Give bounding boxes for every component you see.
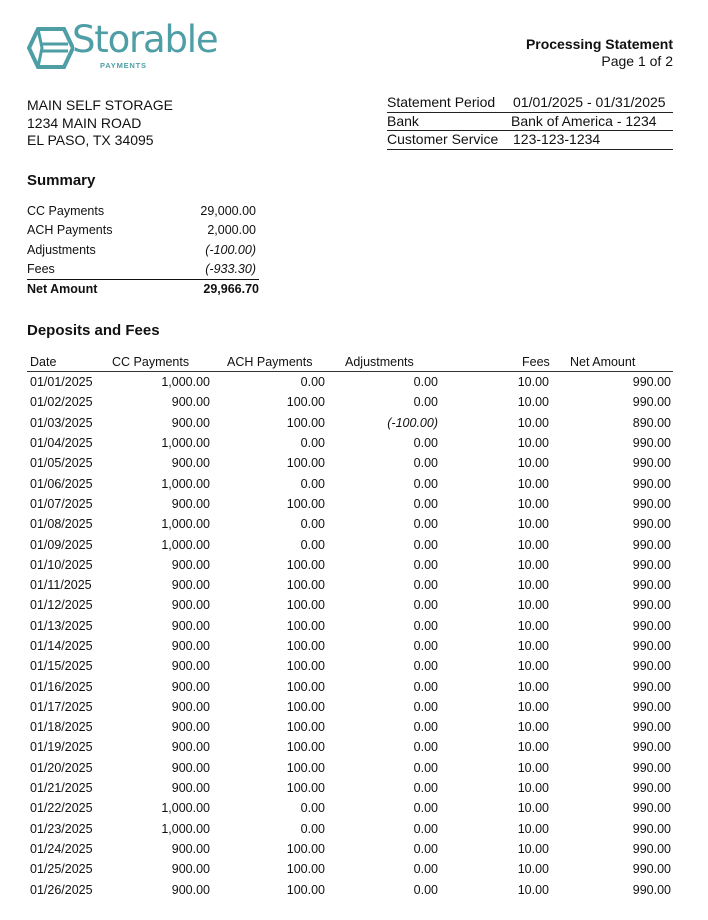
- ach-payments-cell: 100.00: [286, 882, 325, 897]
- deposits-table: [27, 352, 673, 900]
- ach-payments-cell: 0.00: [300, 517, 325, 532]
- table-row: [27, 859, 673, 879]
- net-amount-cell: 990.00: [632, 740, 671, 755]
- ach-payments-cell: 100.00: [286, 496, 325, 511]
- col-ach-payments: ACH Payments: [210, 352, 325, 372]
- fees-cell: 10.00: [517, 578, 549, 593]
- net-amount-cell: 990.00: [632, 456, 671, 471]
- summary-value: (-100.00): [205, 242, 256, 257]
- summary-label: Fees: [27, 261, 55, 276]
- adjustments-cell: 0.00: [413, 476, 438, 491]
- date-cell: 01/19/2025: [30, 740, 93, 755]
- net-amount-cell: 990.00: [632, 781, 671, 796]
- cc-payments-cell: 1,000.00: [161, 476, 210, 491]
- net-amount-cell: 990.00: [632, 578, 671, 593]
- table-row: [27, 473, 673, 493]
- date-cell: 01/01/2025: [30, 375, 93, 390]
- date-cell: 01/22/2025: [30, 801, 93, 816]
- cc-payments-cell: 900.00: [171, 841, 210, 856]
- customer-address: [27, 97, 173, 150]
- net-amount-cell: 990.00: [632, 517, 671, 532]
- cc-payments-cell: 1,000.00: [161, 821, 210, 836]
- adjustments-cell: 0.00: [413, 801, 438, 816]
- date-cell: 01/14/2025: [30, 639, 93, 653]
- fees-cell: 10.00: [517, 436, 549, 451]
- col-adjustments: Adjustments: [325, 352, 440, 372]
- fees-cell: 10.00: [517, 801, 549, 816]
- storable-logo: [26, 18, 218, 74]
- adjustments-cell: 0.00: [413, 436, 438, 451]
- col-fees: Fees: [440, 352, 555, 372]
- net-amount-cell: 990.00: [632, 537, 671, 552]
- summary-row: [27, 202, 259, 221]
- cc-payments-cell: 900.00: [171, 395, 210, 410]
- fees-cell: 10.00: [517, 659, 549, 674]
- table-row: [27, 413, 673, 433]
- adjustments-cell: 0.00: [413, 882, 438, 897]
- cc-payments-cell: 900.00: [171, 496, 210, 511]
- ach-payments-cell: 100.00: [286, 862, 325, 877]
- adjustments-cell: 0.00: [413, 720, 438, 735]
- date-cell: 01/10/2025: [30, 557, 93, 572]
- adjustments-cell: 0.00: [413, 639, 438, 653]
- net-amount-label: Net Amount: [27, 282, 98, 297]
- fees-cell: 10.00: [517, 679, 549, 694]
- net-amount-cell: 990.00: [632, 679, 671, 694]
- date-cell: 01/17/2025: [30, 699, 93, 714]
- fees-cell: 10.00: [517, 598, 549, 613]
- adjustments-cell: 0.00: [413, 679, 438, 694]
- table-row: [27, 717, 673, 737]
- adjustments-cell: 0.00: [413, 699, 438, 714]
- cc-payments-cell: 1,000.00: [161, 375, 210, 390]
- adjustments-cell: 0.00: [413, 618, 438, 633]
- net-amount-cell: 990.00: [632, 882, 671, 897]
- net-amount-cell: 990.00: [632, 760, 671, 775]
- table-row: [27, 676, 673, 696]
- service-label: Customer Service: [387, 131, 499, 147]
- info-row-period: [387, 94, 673, 113]
- net-amount-cell: 990.00: [632, 720, 671, 735]
- deposits-heading: Deposits and Fees: [27, 322, 160, 339]
- table-row: [27, 636, 673, 656]
- adjustments-cell: 0.00: [413, 517, 438, 532]
- summary-value: 2,000.00: [207, 223, 256, 238]
- ach-payments-cell: 0.00: [300, 821, 325, 836]
- net-amount-cell: 890.00: [632, 415, 671, 430]
- ach-payments-cell: 0.00: [300, 375, 325, 390]
- date-cell: 01/20/2025: [30, 760, 93, 775]
- adjustments-cell: 0.00: [413, 841, 438, 856]
- ach-payments-cell: 100.00: [286, 557, 325, 572]
- ach-payments-cell: 100.00: [286, 456, 325, 471]
- adjustments-cell: 0.00: [413, 760, 438, 775]
- date-cell: 01/02/2025: [30, 395, 93, 410]
- period-label: Statement Period: [387, 94, 496, 110]
- date-cell: 01/11/2025: [30, 578, 92, 593]
- table-row: [27, 697, 673, 717]
- date-cell: 01/08/2025: [30, 517, 93, 532]
- table-row: [27, 758, 673, 778]
- ach-payments-cell: 0.00: [300, 436, 325, 451]
- ach-payments-cell: 100.00: [286, 598, 325, 613]
- cc-payments-cell: 900.00: [171, 598, 210, 613]
- cc-payments-cell: 900.00: [171, 781, 210, 796]
- col-net-amount: Net Amount: [555, 352, 673, 372]
- adjustments-cell: 0.00: [413, 557, 438, 572]
- summary-value: (-933.30): [205, 261, 256, 276]
- logo-wordmark: Storable: [72, 18, 218, 61]
- date-cell: 01/16/2025: [30, 679, 93, 694]
- cc-payments-cell: 900.00: [171, 699, 210, 714]
- bank-value: Bank of America - 1234: [511, 112, 657, 129]
- statement-info: [387, 94, 673, 150]
- table-row: [27, 392, 673, 412]
- fees-cell: 10.00: [517, 740, 549, 755]
- adjustments-cell: 0.00: [413, 862, 438, 877]
- net-amount-cell: 990.00: [632, 598, 671, 613]
- cc-payments-cell: 900.00: [171, 557, 210, 572]
- cc-payments-cell: 900.00: [171, 882, 210, 897]
- table-row: [27, 372, 673, 393]
- adjustments-cell: 0.00: [413, 659, 438, 674]
- period-value: 01/01/2025 - 01/31/2025: [513, 94, 666, 110]
- table-row: [27, 433, 673, 453]
- ach-payments-cell: 0.00: [300, 476, 325, 491]
- ach-payments-cell: 0.00: [300, 801, 325, 816]
- fees-cell: 10.00: [517, 720, 549, 735]
- date-cell: 01/04/2025: [30, 436, 93, 451]
- adjustments-cell: 0.00: [413, 740, 438, 755]
- table-row: [27, 819, 673, 839]
- net-amount-cell: 990.00: [632, 801, 671, 816]
- fees-cell: 10.00: [517, 639, 549, 653]
- summary-label: Adjustments: [27, 242, 96, 257]
- table-row: [27, 778, 673, 798]
- storage-box-icon: [26, 26, 74, 70]
- summary-label: CC Payments: [27, 204, 105, 218]
- adjustments-cell: (-100.00): [387, 415, 438, 430]
- cc-payments-cell: 1,000.00: [161, 436, 210, 451]
- cc-payments-cell: 900.00: [171, 679, 210, 694]
- summary-total-row: [27, 279, 259, 299]
- ach-payments-cell: 100.00: [286, 781, 325, 796]
- adjustments-cell: 0.00: [413, 537, 438, 552]
- ach-payments-cell: 100.00: [286, 679, 325, 694]
- cc-payments-cell: 900.00: [171, 760, 210, 775]
- summary-row: [27, 260, 259, 279]
- table-row: [27, 575, 673, 595]
- ach-payments-cell: 100.00: [286, 659, 325, 674]
- net-amount-cell: 990.00: [632, 821, 671, 836]
- fees-cell: 10.00: [517, 882, 549, 897]
- net-amount-cell: 990.00: [632, 841, 671, 856]
- date-cell: 01/05/2025: [30, 456, 93, 471]
- cc-payments-cell: 1,000.00: [161, 801, 210, 816]
- fees-cell: 10.00: [517, 476, 549, 491]
- adjustments-cell: 0.00: [413, 821, 438, 836]
- date-cell: 01/25/2025: [30, 862, 93, 877]
- net-amount-cell: 990.00: [632, 639, 671, 653]
- summary-label: ACH Payments: [27, 223, 113, 238]
- date-cell: 01/21/2025: [30, 781, 93, 796]
- fees-cell: 10.00: [517, 760, 549, 775]
- adjustments-cell: 0.00: [413, 781, 438, 796]
- service-value: 123-123-1234: [513, 131, 601, 147]
- adjustments-cell: 0.00: [413, 496, 438, 511]
- cc-payments-cell: 900.00: [171, 639, 210, 653]
- page-indicator: Page 1 of 2: [601, 53, 673, 69]
- table-row: [27, 656, 673, 676]
- adjustments-cell: 0.00: [413, 375, 438, 390]
- net-amount-cell: 990.00: [632, 436, 671, 451]
- fees-cell: 10.00: [517, 395, 549, 410]
- net-amount-cell: 990.00: [632, 618, 671, 633]
- summary-value: 29,000.00: [200, 204, 256, 218]
- net-amount-cell: 990.00: [632, 395, 671, 410]
- address-line-1: MAIN SELF STORAGE: [27, 97, 173, 113]
- net-amount-value: 29,966.70: [203, 282, 259, 297]
- cc-payments-cell: 900.00: [171, 659, 210, 674]
- ach-payments-cell: 100.00: [286, 841, 325, 856]
- table-row: [27, 555, 673, 575]
- ach-payments-cell: 100.00: [286, 415, 325, 430]
- adjustments-cell: 0.00: [413, 578, 438, 593]
- ach-payments-cell: 100.00: [286, 639, 325, 653]
- adjustments-cell: 0.00: [413, 456, 438, 471]
- date-cell: 01/03/2025: [30, 415, 93, 430]
- cc-payments-cell: 900.00: [171, 618, 210, 633]
- date-cell: 01/06/2025: [30, 476, 93, 491]
- table-row: [27, 879, 673, 899]
- adjustments-cell: 0.00: [413, 598, 438, 613]
- net-amount-cell: 990.00: [632, 699, 671, 714]
- table-row: [27, 453, 673, 473]
- adjustments-cell: 0.00: [413, 395, 438, 410]
- address-line-3: EL PASO, TX 34095: [27, 132, 154, 148]
- date-cell: 01/15/2025: [30, 659, 93, 674]
- fees-cell: 10.00: [517, 415, 549, 430]
- net-amount-cell: 990.00: [632, 659, 671, 674]
- date-cell: 01/26/2025: [30, 882, 93, 897]
- date-cell: 01/24/2025: [30, 841, 93, 856]
- cc-payments-cell: 900.00: [171, 740, 210, 755]
- fees-cell: 10.00: [517, 557, 549, 572]
- date-cell: 01/13/2025: [30, 618, 93, 633]
- statement-title: Processing Statement: [525, 36, 673, 52]
- ach-payments-cell: 100.00: [286, 618, 325, 633]
- fees-cell: 10.00: [517, 781, 549, 796]
- bank-label: Bank: [387, 112, 419, 129]
- table-row: [27, 839, 673, 859]
- table-row: [27, 494, 673, 514]
- fees-cell: 10.00: [517, 618, 549, 633]
- date-cell: 01/18/2025: [30, 720, 93, 735]
- cc-payments-cell: 1,000.00: [161, 517, 210, 532]
- table-row: [27, 737, 673, 757]
- net-amount-cell: 990.00: [632, 557, 671, 572]
- cc-payments-cell: 900.00: [171, 720, 210, 735]
- fees-cell: 10.00: [517, 862, 549, 877]
- table-row: [27, 798, 673, 818]
- col-date: Date: [27, 352, 105, 372]
- ach-payments-cell: 0.00: [300, 537, 325, 552]
- cc-payments-cell: 1,000.00: [161, 537, 210, 552]
- fees-cell: 10.00: [517, 375, 549, 390]
- summary-row: [27, 241, 259, 260]
- date-cell: 01/09/2025: [30, 537, 93, 552]
- date-cell: 01/23/2025: [30, 821, 93, 836]
- col-cc-payments: CC Payments: [105, 352, 210, 372]
- info-row-bank: [387, 113, 673, 132]
- net-amount-cell: 990.00: [632, 375, 671, 390]
- cc-payments-cell: 900.00: [171, 578, 210, 593]
- ach-payments-cell: 100.00: [286, 395, 325, 410]
- date-cell: 01/12/2025: [30, 598, 93, 613]
- fees-cell: 10.00: [517, 841, 549, 856]
- net-amount-cell: 990.00: [632, 476, 671, 491]
- date-cell: 01/07/2025: [30, 496, 93, 511]
- table-row: [27, 595, 673, 615]
- net-amount-cell: 990.00: [632, 862, 671, 877]
- ach-payments-cell: 100.00: [286, 578, 325, 593]
- fees-cell: 10.00: [517, 517, 549, 532]
- table-row: [27, 616, 673, 636]
- ach-payments-cell: 100.00: [286, 699, 325, 714]
- cc-payments-cell: 900.00: [171, 862, 210, 877]
- fees-cell: 10.00: [517, 699, 549, 714]
- fees-cell: 10.00: [517, 496, 549, 511]
- address-line-2: 1234 MAIN ROAD: [27, 114, 142, 131]
- logo-subtitle: PAYMENTS: [100, 61, 147, 70]
- ach-payments-cell: 100.00: [286, 740, 325, 755]
- statement-title-block: [526, 36, 673, 70]
- info-row-service: [387, 131, 673, 150]
- ach-payments-cell: 100.00: [286, 720, 325, 735]
- cc-payments-cell: 900.00: [171, 415, 210, 430]
- fees-cell: 10.00: [517, 537, 549, 552]
- table-row: [27, 534, 673, 554]
- summary-table: [27, 202, 259, 299]
- table-header-row: [27, 352, 673, 372]
- summary-heading: Summary: [27, 172, 96, 189]
- net-amount-cell: 990.00: [632, 496, 671, 511]
- summary-row: [27, 221, 259, 240]
- fees-cell: 10.00: [517, 456, 549, 471]
- cc-payments-cell: 900.00: [171, 456, 210, 471]
- table-row: [27, 514, 673, 534]
- ach-payments-cell: 100.00: [286, 760, 325, 775]
- fees-cell: 10.00: [517, 821, 549, 836]
